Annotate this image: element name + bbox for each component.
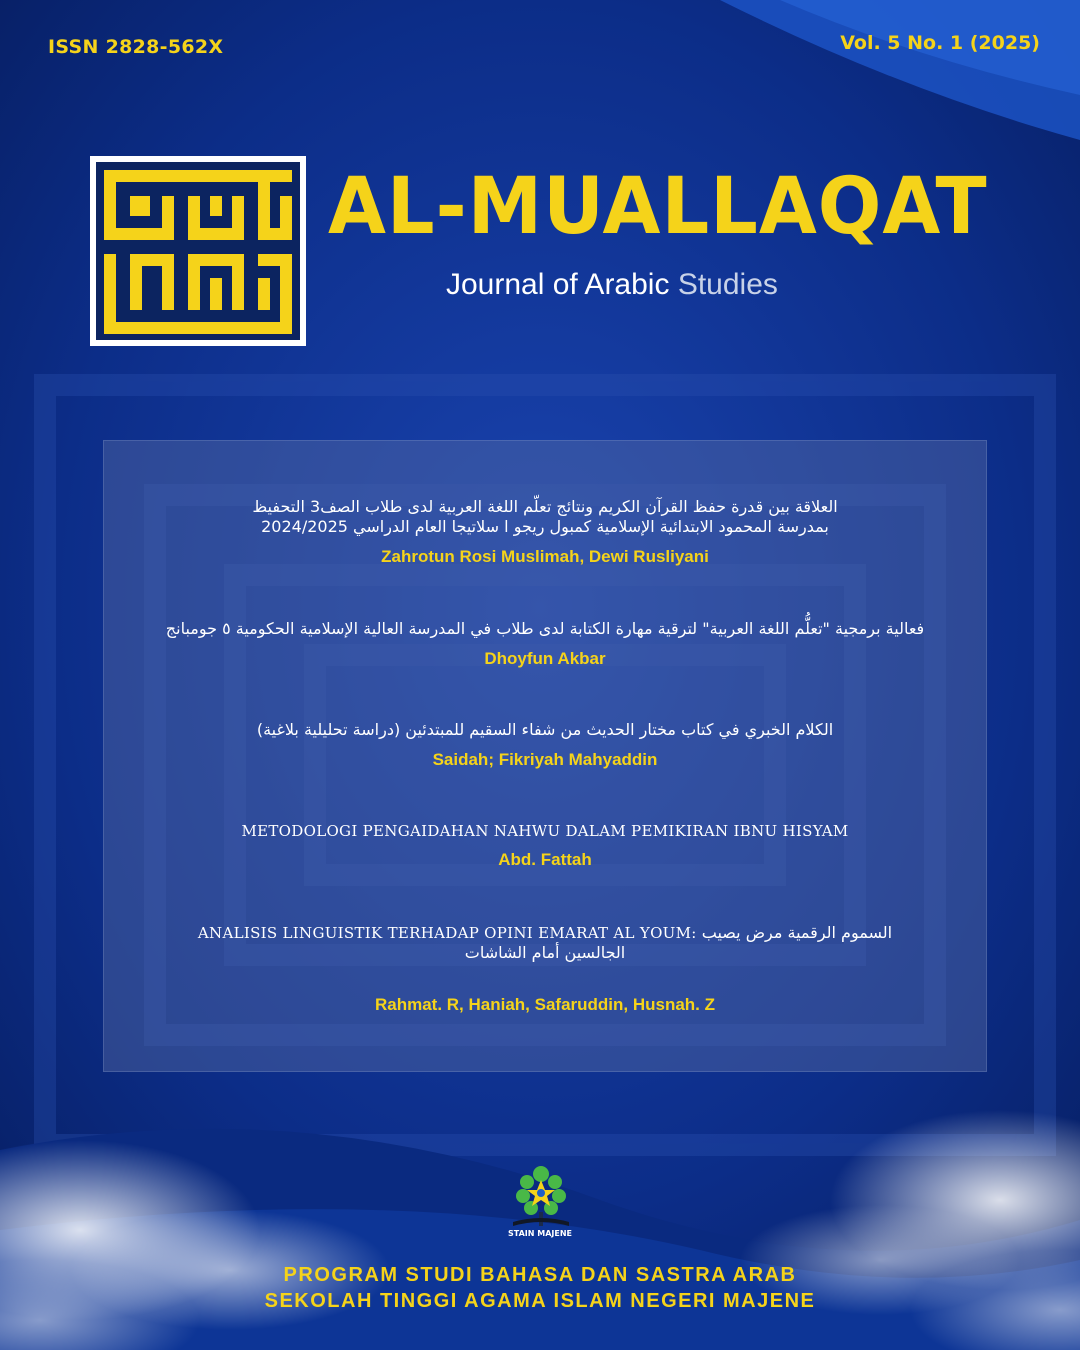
article-5[interactable] [104, 923, 986, 1015]
journal-subtitle [446, 268, 778, 302]
article-1-authors: Zahrotun Rosi Muslimah, Dewi Rusliyani [381, 547, 709, 566]
article-2-authors: Dhoyfun Akbar [484, 649, 606, 668]
article-3-title: الكلام الخبري في كتاب مختار الحديث من شفاء السقيم للمبتدئين (دراسة تحليلية بلاغية) [256, 720, 834, 739]
issn-number: ISSN 2828-562X [48, 36, 224, 58]
article-5-authors: Rahmat. R, Haniah, Safaruddin, Husnah. Z [374, 995, 716, 1014]
journal-subtitle-main: Journal of Arabic [446, 268, 670, 301]
article-4-authors: Abd. Fattah [498, 850, 592, 869]
footer-institution: SEKOLAH TINGGI AGAMA ISLAM NEGERI MAJENE [264, 1290, 816, 1312]
article-1[interactable] [104, 497, 986, 567]
article-1-title-line2: بمدرسة المحمود الابتدائية الإسلامية كمبول ريجو ا سلاتيجا العام الدراسي 2024/2025 [261, 517, 829, 536]
article-4[interactable] [104, 822, 986, 870]
article-3[interactable] [104, 720, 986, 770]
volume-issue: Vol. 5 No. 1 (2025) [840, 32, 1040, 54]
article-1-title-line1: العلاقة بين قدرة حفظ القرآن الكريم ونتائج تعلّم اللغة العربية لدى طلاب الصف3 التحفيظ [252, 497, 838, 516]
article-2-title: فعالية برمجية "تعلُّم اللغة العربية" لترقية مهارة الكتابة لدى طلاب في المدرسة العالية الإسلامية الحكومية ٥ جومبانج [165, 619, 925, 638]
article-2[interactable] [104, 619, 986, 669]
article-4-title: METODOLOGI PENGAIDAHAN NAHWU DALAM PEMIKIRAN IBNU HISYAM [241, 822, 849, 840]
article-5-title-latin: ANALISIS LINGUISTIK TERHADAP OPINI EMARAT AL YOUM: [197, 924, 697, 942]
footer-program: PROGRAM STUDI BAHASA DAN SASTRA ARAB [283, 1264, 797, 1286]
journal-logo-icon [90, 156, 306, 346]
table-of-contents-panel [103, 440, 987, 1072]
article-5-title-line1 [104, 923, 986, 943]
article-5-title-arabic2: الجالسين أمام الشاشات [464, 943, 626, 962]
article-5-title-arabic1: السموم الرقمية مرض يصيب [701, 923, 893, 942]
journal-subtitle-light: Studies [677, 268, 778, 301]
emblem-label: STAIN MAJENE [508, 1229, 572, 1238]
journal-title: AL-MUALLAQAT [328, 162, 988, 252]
article-3-authors: Saidah; Fikriyah Mahyaddin [432, 750, 658, 769]
